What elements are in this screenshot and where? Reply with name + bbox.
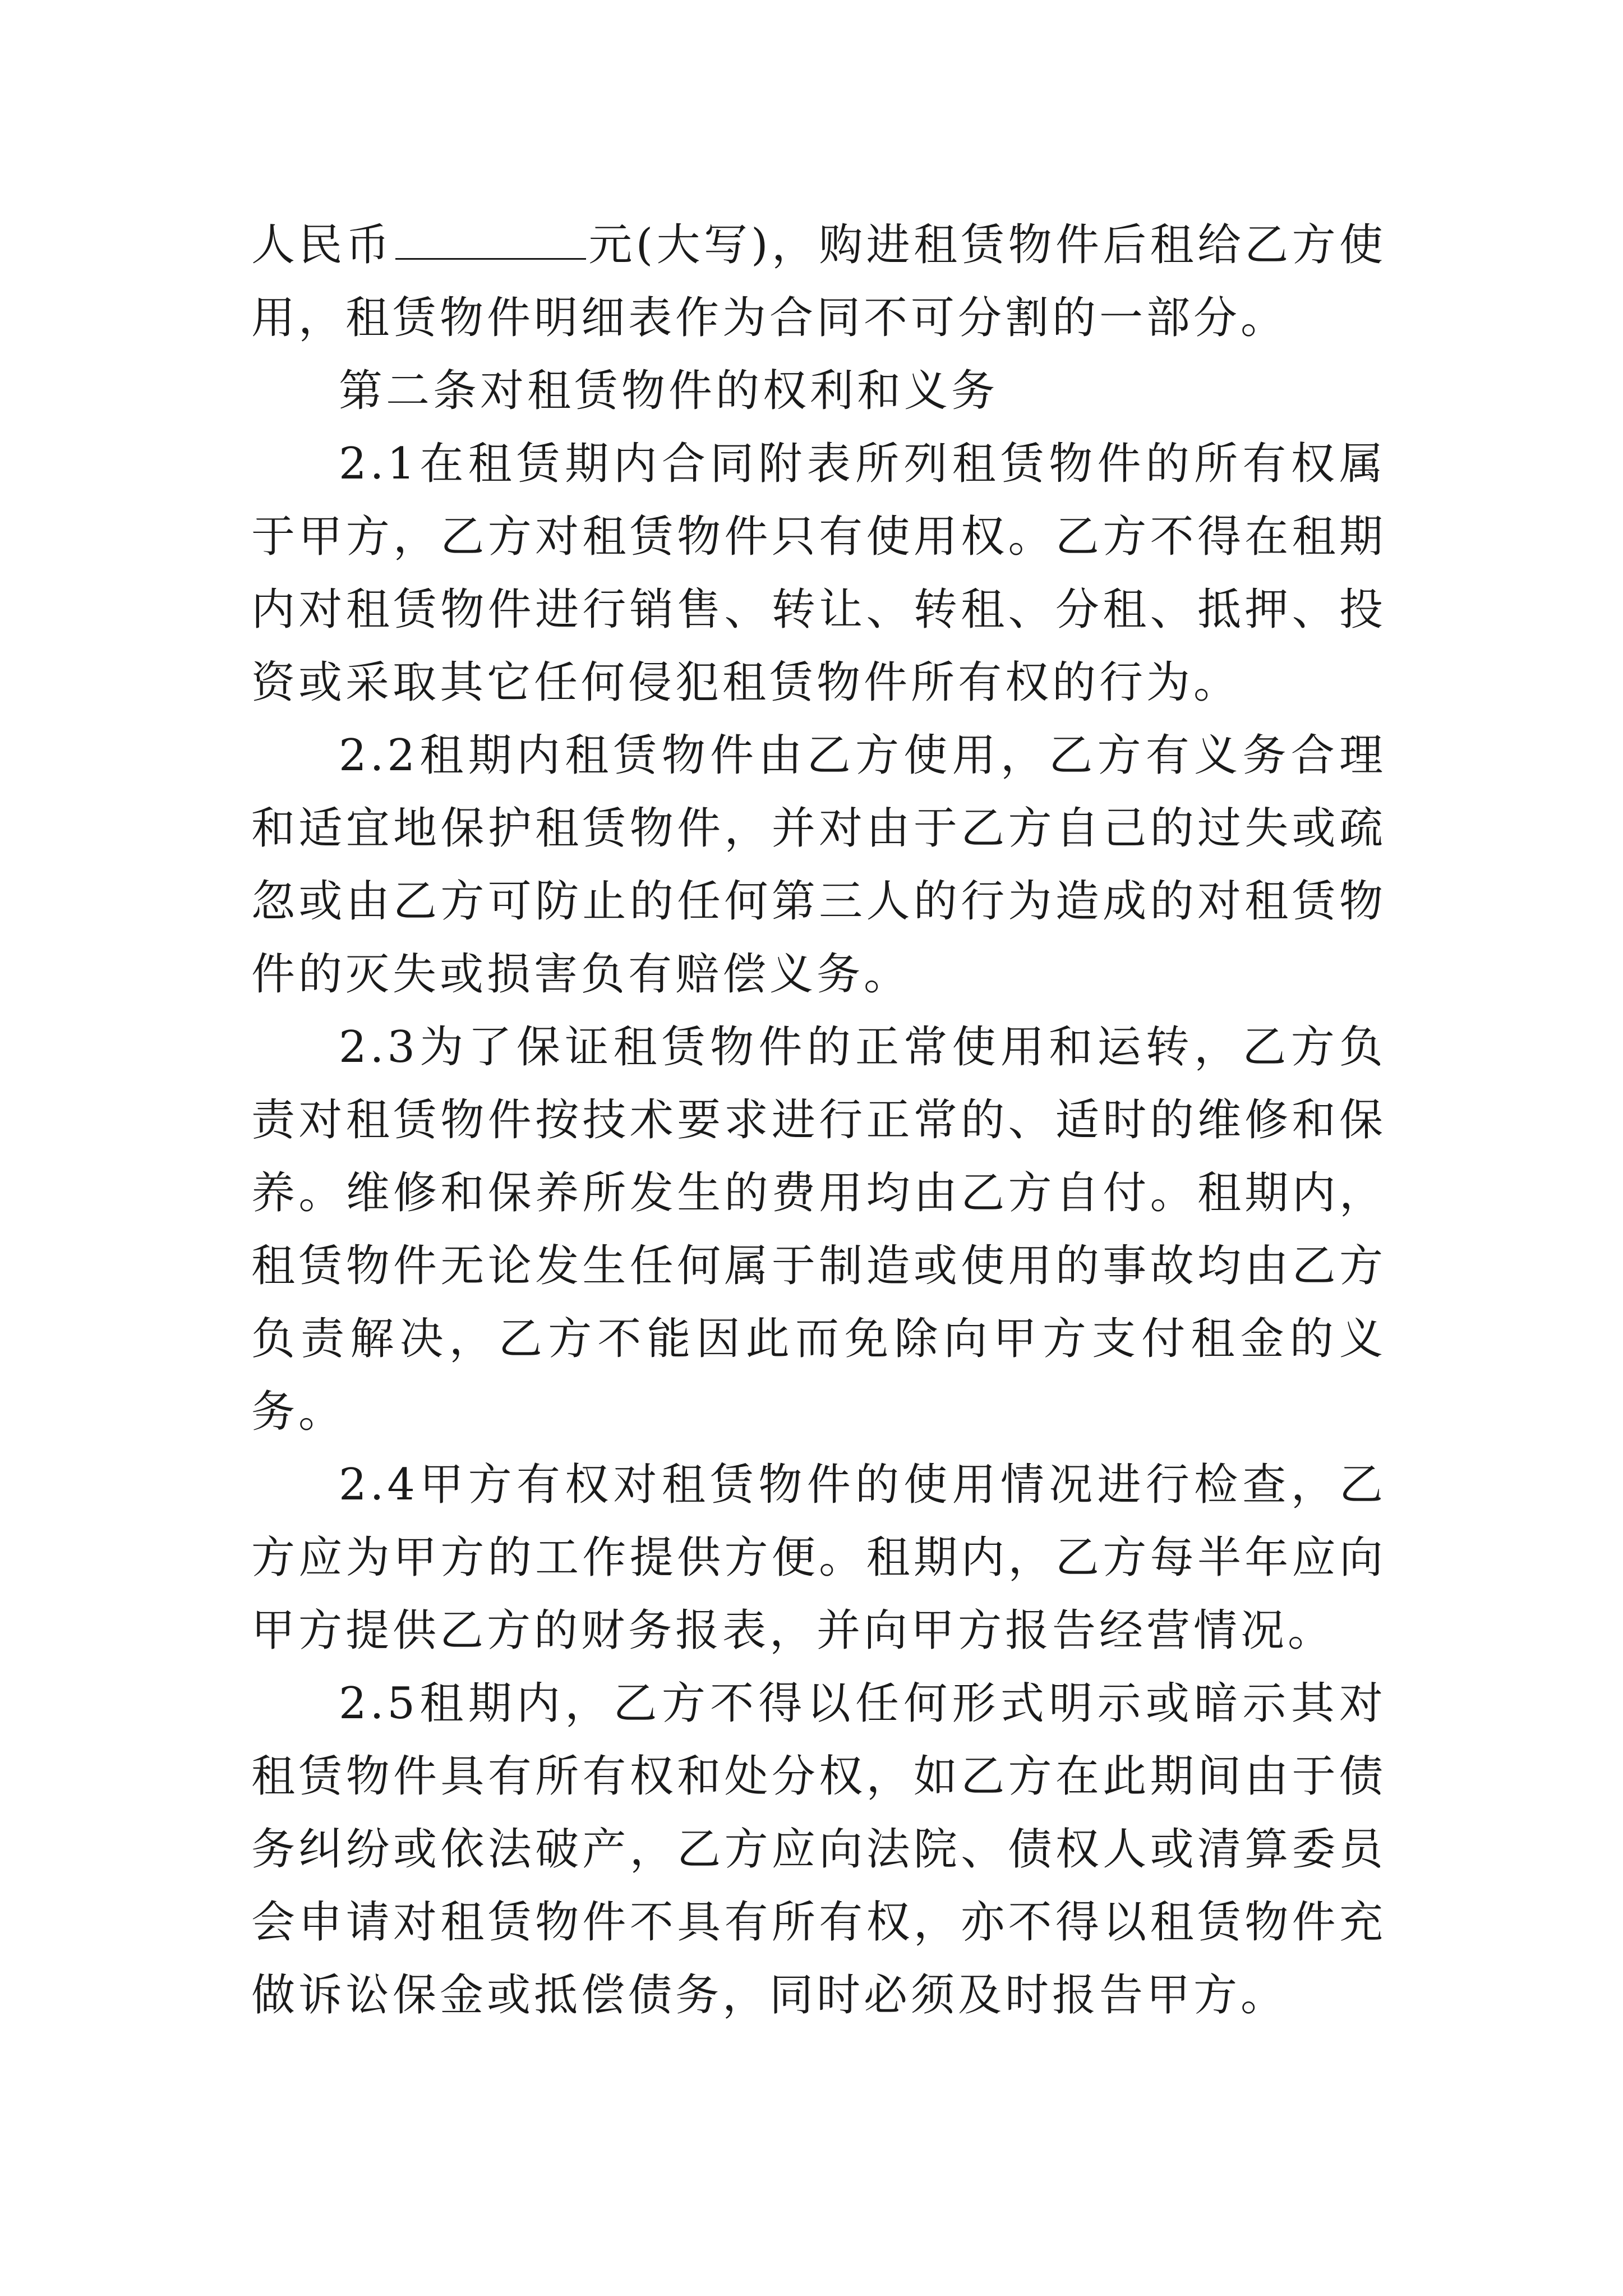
- clause-2-1: 2.1在租赁期内合同附表所列租赁物件的所有权属于甲方，乙方对租赁物件只有使用权。乙方不得在租期内对租赁物件进行销售、转让、转租、分租、抵押、投资或采取其它任何侵犯租赁物件所有权的行为。: [251, 439, 1386, 708]
- document-page: [251, 209, 1386, 2032]
- section-heading: 第二条对租赁物件的权利和义务: [339, 366, 999, 416]
- amount-blank-field: [395, 219, 586, 260]
- purchase-amount-text: 元(大写)，购进租赁物件后租给乙方使用，租赁物件明细表作为合同不可分割的一部分。: [251, 220, 1386, 343]
- currency-label: 人民币: [251, 220, 394, 270]
- clause-2-3: 2.3为了保证租赁物件的正常使用和运转，乙方负责对租赁物件按技术要求进行正常的、适时的维修和保养。维修和保养所发生的费用均由乙方自付。租期内，租赁物件无论发生任何属于制造或使用的事故均由乙方负责解决，乙方不能因此而免除向甲方支付租金的义务。: [251, 1022, 1386, 1437]
- clause-2-5: 2.5租期内，乙方不得以任何形式明示或暗示其对租赁物件具有所有权和处分权，如乙方在此期间由于债务纠纷或依法破产，乙方应向法院、债权人或清算委员会申请对租赁物件不具有所有权，亦不得以租赁物件充做诉讼保金或抵偿债务，同时必须及时报告甲方。: [251, 1678, 1386, 2021]
- clause-2-2: 2.2租期内租赁物件由乙方使用，乙方有义务合理和适宜地保护租赁物件，并对由于乙方自己的过失或疏忽或由乙方可防止的任何第三人的行为造成的对租赁物件的灭失或损害负有赔偿义务。: [251, 730, 1386, 1000]
- clause-2-4: 2.4甲方有权对租赁物件的使用情况进行检查，乙方应为甲方的工作提供方便。租期内，乙方每半年应向甲方提供乙方的财务报表，并向甲方报告经营情况。: [251, 1460, 1386, 1656]
- paragraph-purchase-amount: [251, 209, 1386, 355]
